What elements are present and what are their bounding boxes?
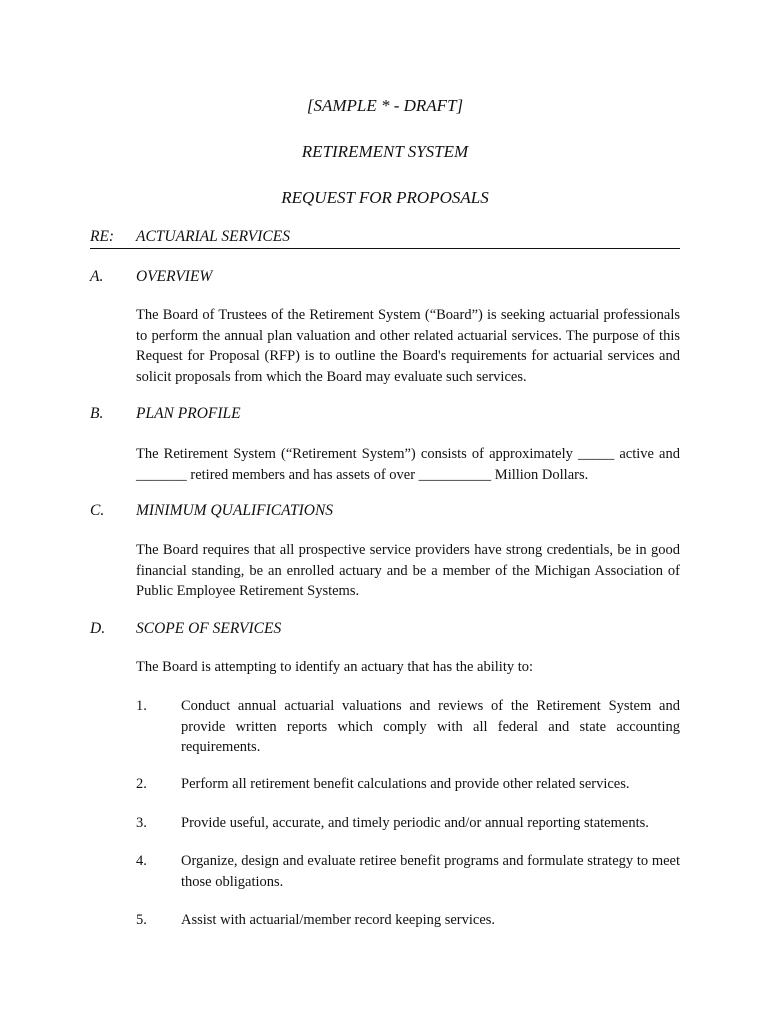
re-label: RE: (90, 228, 115, 245)
list-item-text: Provide useful, accurate, and timely periodic and/or annual reporting statements. (181, 815, 649, 831)
list-item-text: Assist with actuarial/member record keeping services. (181, 912, 496, 928)
rfp-title: REQUEST FOR PROPOSALS (281, 188, 489, 207)
list-item-number: 4. (136, 853, 147, 869)
list-item-text: Conduct annual actuarial valuations and reviews of the Retirement System and provide written reports which comply with all federal and state accounting requirements. (181, 698, 680, 755)
plan-profile-paragraph: The Retirement System (“Retirement System”) consists of approximately _____ active and _______ retired members and has assets of over __________ Million Dollars. (136, 446, 680, 483)
list-item-text: Organize, design and evaluate retiree benefit programs and formulate strategy to meet those obligations. (181, 853, 680, 890)
list-item-number: 3. (136, 815, 147, 831)
draft-title: [SAMPLE * - DRAFT] (306, 96, 464, 115)
section-letter: D. (90, 620, 106, 637)
section-title: OVERVIEW (136, 268, 213, 285)
list-item-number: 1. (136, 698, 147, 714)
list-item-text: Perform all retirement benefit calculations and provide other related services. (181, 776, 630, 792)
re-subject: ACTUARIAL SERVICES (136, 228, 290, 245)
qualifications-paragraph: The Board requires that all prospective service providers have strong credentials, be in good financial standing, be an enrolled actuary and be a member of the Michigan Association of Public Employee Retirement Systems. (136, 542, 680, 599)
overview-paragraph: The Board of Trustees of the Retirement System (“Board”) is seeking actuarial professionals to perform the annual plan valuation and other related actuarial services. The purpose of this Request for Proposal (RFP) is to outline the Board's requirements for actuarial services and solicit proposals from which the Board may evaluate such services. (136, 307, 680, 385)
system-title: RETIREMENT SYSTEM (301, 142, 469, 161)
section-title: MINIMUM QUALIFICATIONS (136, 502, 334, 519)
scope-intro-paragraph: The Board is attempting to identify an actuary that has the ability to: (136, 659, 534, 675)
section-title: SCOPE OF SERVICES (136, 620, 282, 637)
section-title: PLAN PROFILE (136, 405, 241, 422)
section-letter: A. (90, 268, 104, 285)
section-letter: B. (90, 405, 104, 422)
section-letter: C. (90, 502, 105, 519)
re-line (90, 228, 680, 249)
list-item-number: 5. (136, 912, 147, 928)
list-item-number: 2. (136, 776, 147, 792)
